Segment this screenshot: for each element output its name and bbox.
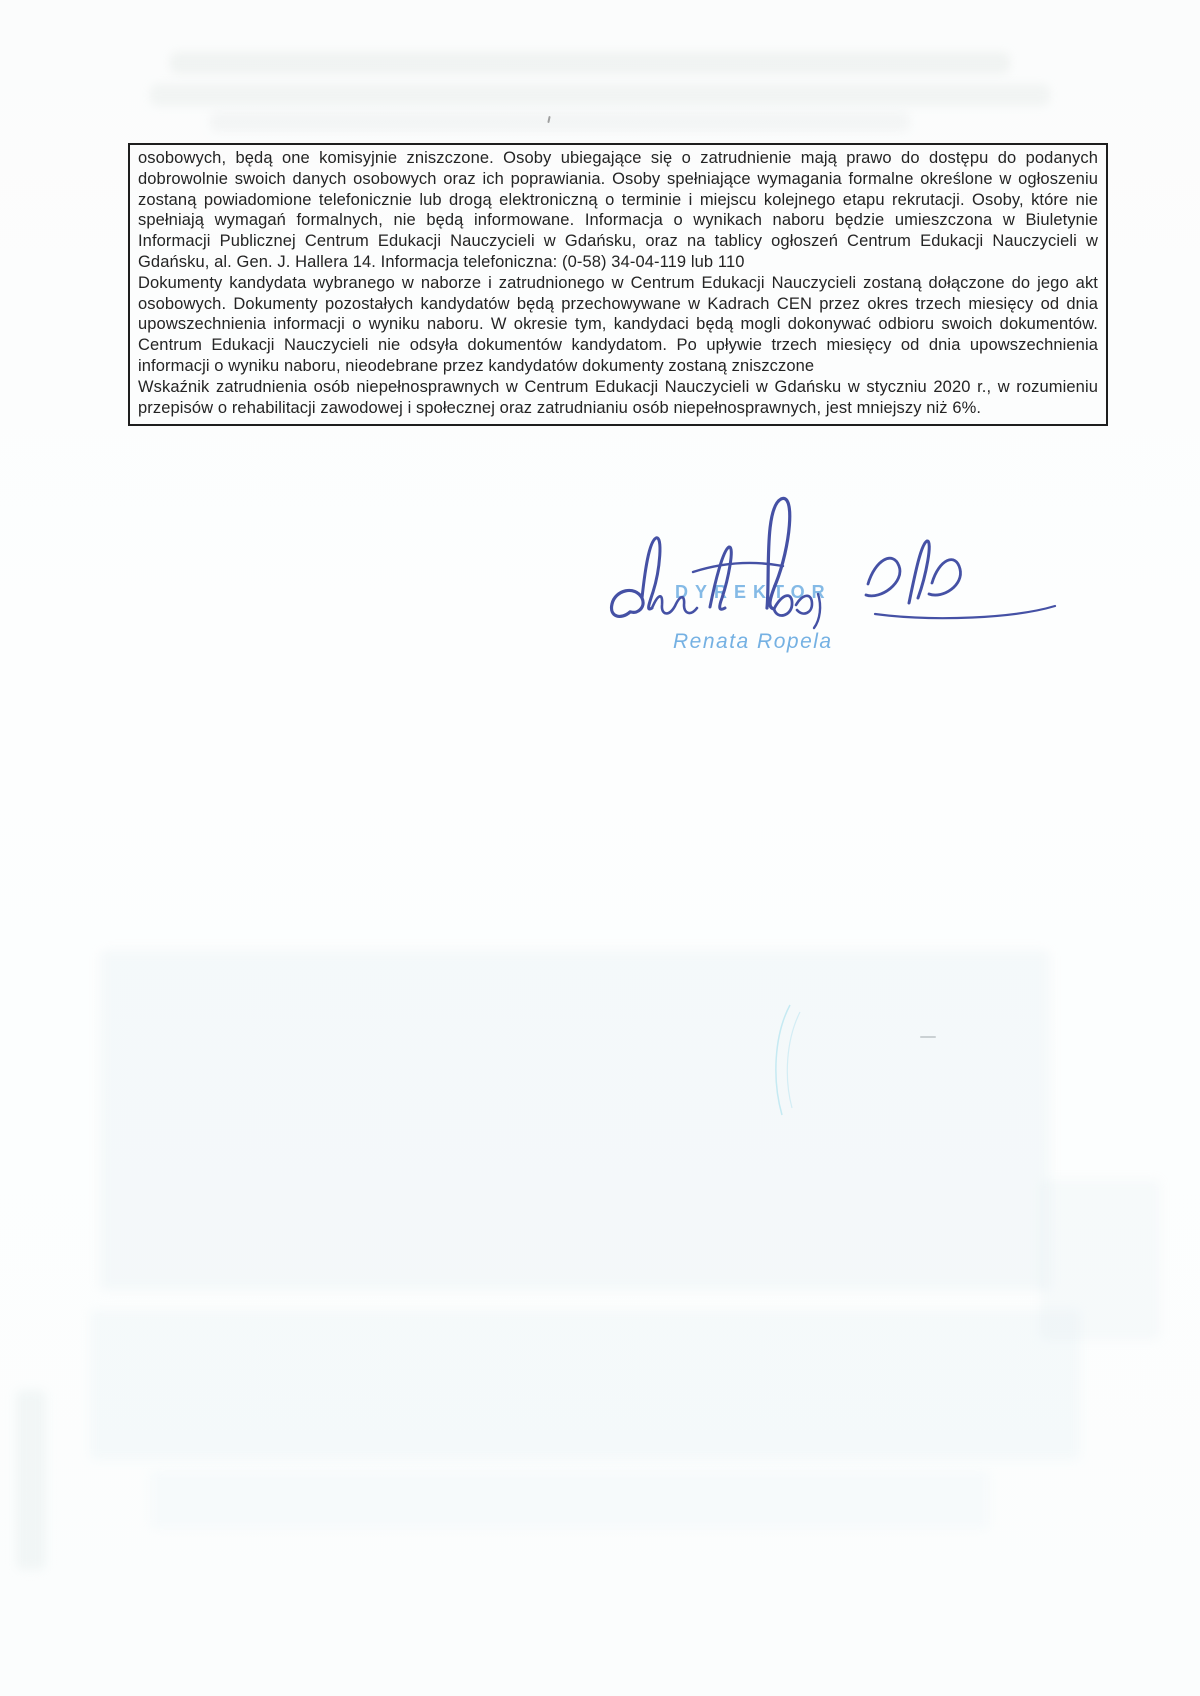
bleedthrough-smudge [90, 1310, 1080, 1460]
bleedthrough-smudge [1040, 1180, 1160, 1340]
notice-paragraph-1: osobowych, będą one komisyjnie zniszczone. Osoby ubiegające się o zatrudnienie mają prawo do dostępu do podanych dobrowolnie swoich danych osobowych oraz ich poprawiania. Osoby spełniające wymagania formalne określone w ogłoszeniu zostaną powiadomione telefonicznie lub drogą elektroniczną o terminie i miejscu kolejnego etapu rekrutacji. Osoby, które nie spełniają wymagań formalnych, nie będą informowane. Informacja o wynikach naboru będzie umieszczona w Biuletynie Informacji Publicznej Centrum Edukacji Nauczycieli w Gdańsku, oraz na tablicy ogłoszeń Centrum Edukacji Nauczycieli w Gdańsku, al. Gen. J. Hallera 14. Informacja telefoniczna: (0-58) 34-04-119 lub 110 [138, 149, 1098, 271]
scan-speck [547, 116, 550, 123]
bleedthrough-arc [752, 1000, 812, 1120]
stamp-title: DYREKTOR [675, 582, 832, 602]
bleedthrough-smudge [150, 1470, 990, 1530]
bleedthrough-smudge [16, 1390, 46, 1570]
notice-text-box [128, 143, 1108, 426]
bleedthrough-smudge [100, 950, 1050, 1290]
stamp-name: Renata Ropela [673, 630, 833, 653]
notice-paragraph-2: Dokumenty kandydata wybranego w naborze i zatrudnionego w Centrum Edukacji Nauczycieli zostaną dołączone do jego akt osobowych. Dokumenty pozostałych kandydatów będą przechowywane w Kadrach CEN przez okres trzech miesięcy od dnia upowszechnienia informacji o wyniku naboru. W okresie tym, kandydaci będą mogli dokonywać odbioru swoich dokumentów. Centrum Edukacji Nauczycieli nie odsyła dokumentów kandydatom. Po upływie trzech miesięcy od dnia upowszechnienia informacji o wyniku naboru, nieodebrane przez kandydatów dokumenty zostaną zniszczone [138, 273, 1098, 375]
notice-paragraph-3: Wskaźnik zatrudnienia osób niepełnosprawnych w Centrum Edukacji Nauczycieli w Gdańsku w styczniu 2020 r., w rozumieniu przepisów o rehabilitacji zawodowej i społecznej oraz zatrudnianiu osób niepełnosprawnych, jest mniejszy niż 6%. [138, 377, 1098, 417]
scan-speck [920, 1036, 936, 1038]
bleedthrough-smudge [210, 112, 910, 132]
signature-block [575, 486, 1085, 676]
bleedthrough-smudge [170, 52, 1010, 74]
bleedthrough-smudge [150, 84, 1050, 106]
